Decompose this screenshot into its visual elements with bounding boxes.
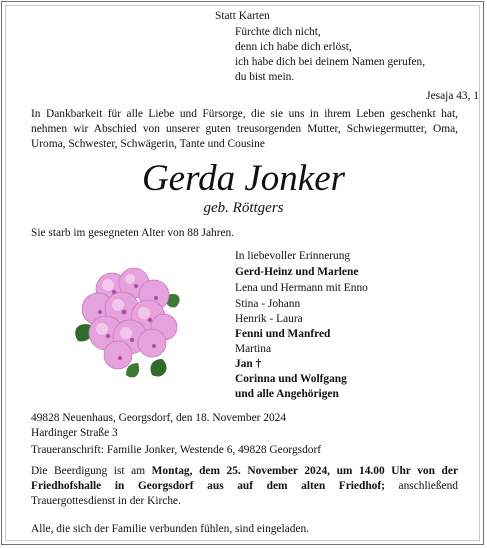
verse-line-1: Fürchte dich nicht, xyxy=(235,26,321,38)
verse-line-4: du bist mein. xyxy=(235,71,295,83)
funeral-paragraph xyxy=(31,464,458,509)
intro-paragraph: In Dankbarkeit für alle Liebe und Fürsorge, die sie uns in ihrem Leben geschenkt hat, nehmen wir Abschied von unserer guten treusorgenden Mutter, Schwiegermutter, Oma, Uroma, Schwester, Schwägerin, Tante und Cousine xyxy=(31,108,458,150)
street-address: Hardinger Straße 3 xyxy=(31,427,118,439)
funeral-text-bold: Montag, dem 25. November 2024, um 14.00 Uhr von der Friedhofshalle in Georgsdorf aus auf dem alten Friedhof; xyxy=(31,465,458,492)
mourner-line-1: In liebevoller Erinnerung xyxy=(235,250,351,262)
verse-line-3: ich habe dich bei deinem Namen gerufen, xyxy=(235,56,426,68)
mourner-line-3: Lena und Hermann mit Enno xyxy=(235,282,368,294)
mourner-line-5: Henrik - Laura xyxy=(235,313,303,325)
mourner-line-7: Martina xyxy=(235,343,272,355)
mourner-line-4: Stina - Johann xyxy=(235,298,301,310)
funeral-text-2: anschließend Trauergottesdienst in der Kirche. xyxy=(31,480,459,507)
rhododendron-flower-icon xyxy=(68,267,190,383)
mourner-line-8: Jan † xyxy=(235,358,262,370)
place-date: 49828 Neuenhaus, Georgsdorf, den 18. November 2024 xyxy=(31,412,287,424)
verse-reference: Jesaja 43, 1 xyxy=(426,90,479,102)
funeral-text-1: Die Beerdigung ist am xyxy=(31,465,152,477)
maiden-name: geb. Röttgers xyxy=(203,200,284,216)
mourner-line-2: Gerd-Heinz und Marlene xyxy=(235,266,359,278)
mourner-line-9: Corinna und Wolfgang xyxy=(235,373,347,385)
verse-line-2: denn ich habe dich erlöst, xyxy=(235,41,352,53)
age-text: Sie starb im gesegneten Alter von 88 Jahren. xyxy=(31,227,235,239)
trauer-address: Traueranschrift: Familie Jonker, Westende 6, 49828 Georgsdorf xyxy=(31,444,322,456)
deceased-name: Gerda Jonker xyxy=(141,158,346,199)
mourner-line-6: Fenni und Manfred xyxy=(235,328,331,340)
closing-text: Alle, die sich der Familie verbunden fühlen, sind eingeladen. xyxy=(31,523,310,535)
mourner-line-10: und alle Angehörigen xyxy=(235,388,339,400)
statt-karten-label: Statt Karten xyxy=(215,10,270,22)
